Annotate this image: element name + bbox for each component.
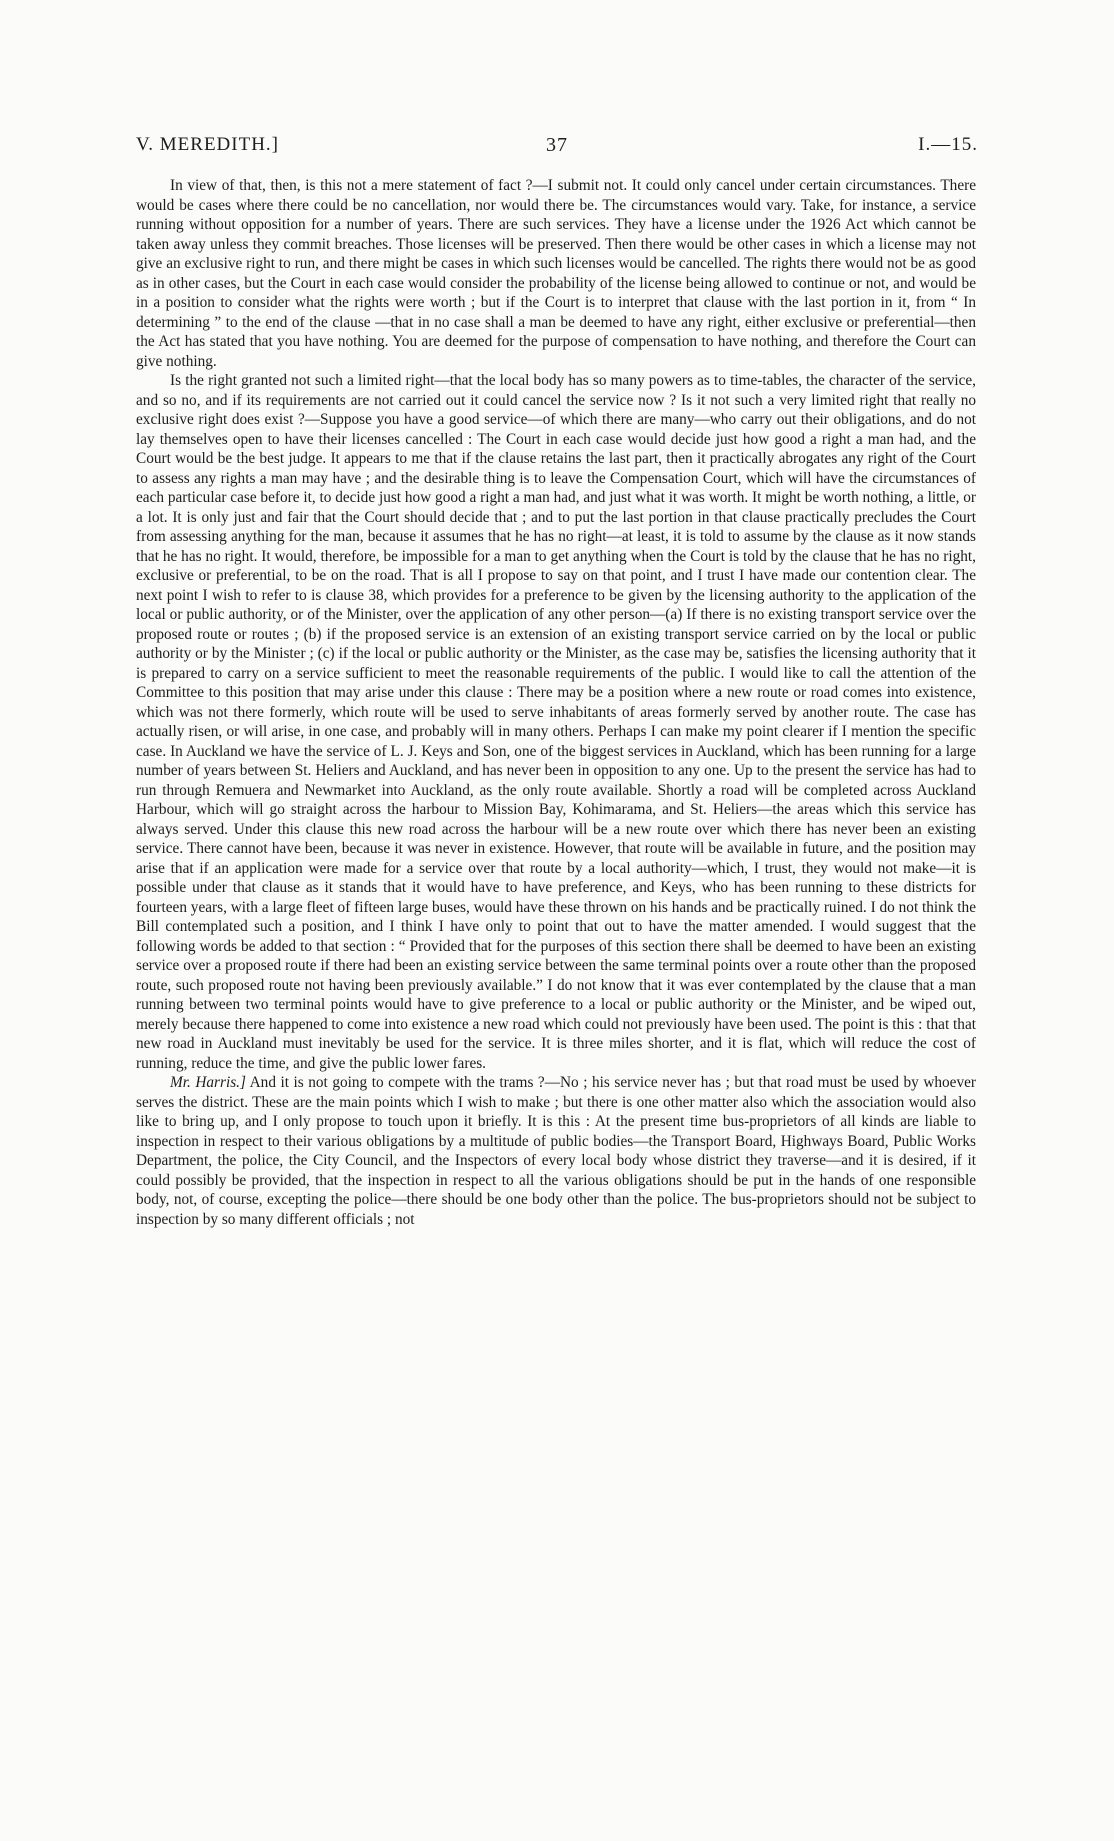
paragraph <box>136 371 976 1073</box>
page-number: 37 <box>546 134 568 156</box>
page-header <box>136 134 978 164</box>
document-body <box>136 176 976 1229</box>
paragraph <box>136 1073 976 1229</box>
paragraph-text: And it is not going to compete with the trams ?—No ; his service never has ; but that road must be used by whoever serves the district. These are the main points which I wish to make ; but there is one other matter also which the association would also like to bring up, and I only propose to touch upon it briefly. It is this : At the present time bus-proprietors of all kinds are liable to inspection in respect to their various obligations by a multitude of public bodies—the Transport Board, Highways Board, Public Works Department, the police, the City Council, and the Inspectors of every local body whose district they traverse—and it is desired, if it could possibly be provided, that the inspection in respect to all the various obligations should be put in the hands of one responsible body, not, of course, excepting the police—there should be one body other than the police. The bus-proprietors should not be subject to inspection by so many different officials ; not <box>136 1074 976 1228</box>
paragraph-text: Is the right granted not such a limited right—that the local body has so many powers as to time-tables, the character of the service, and so no, and if its requirements are not carried out it could cancel the service now ? Is it not such a very limited right that really no exclusive right does exist ?—Suppose you have a good service—of which there are many—who carry out their obligations, and do not lay themselves open to have their licenses cancelled : The Court in each case would decide just how good a right a man had, and the Court would be the best judge. It appears to me that if the clause retains the last part, then it practically abrogates any right of the Court to assess any rights a man may have ; and the desirable thing is to leave the Compensation Court, which will have the circumstances of each particular case before it, to decide just how good a right a man had, and just what it was worth. It might be worth nothing, a little, or a lot. It is only just and fair that the Court should decide that ; and to put the last portion in that clause practically precludes the Court from assessing anything for the man, because it assumes that he has no right—at least, it is told to assume by the clause as it now stands that he has no right. It would, therefore, be impossible for a man to get anything when the Court is told by the clause that he has no right, exclusive or preferential, to be on the road. That is all I propose to say on that point, and I trust I have made our contention clear. The next point I wish to refer to is clause 38, which provides for a preference to be given by the licensing authority to the application of the local or public authority, or of the Minister, over the application of any other person—(a) If there is no existing transport service over the proposed route or routes ; (b) if the proposed service is an extension of an existing transport service carried on by the local or public authority or by the Minister ; (c) if the local or public authority or the Minister, as the case may be, satisfies the licensing authority that it is prepared to carry on a service sufficient to meet the reasonable requirements of the public. I would like to call the attention of the Committee to this position that may arise under this clause : There may be a position where a new route or road comes into existence, which was not there formerly, which route will be used to serve inhabitants of areas formerly served by another route. The case has actually risen, or will arise, in one case, and probably will in many others. Perhaps I can make my point clearer if I mention the specific case. In Auckland we have the service of L. J. Keys and Son, one of the biggest services in Auckland, which has been running for a large number of years between St. Heliers and Auckland, and has never been in opposition to any one. Up to the present the service has had to run through Remuera and Newmarket into Auckland, as the only route available. Shortly a road will be completed across Auckland Harbour, which will go straight across the harbour to Mission Bay, Kohimarama, and St. Heliers—the areas which this service has always served. Under this clause this new road across the harbour will be a new route over which there has never been an existing service. There cannot have been, because it was never in existence. However, that route will be available in future, and the position may arise that if an application were made for a service over that route by a local authority—which, I trust, they would not make—it is possible under that clause as it stands that it would have to have preference, and Keys, who has been running to these districts for fourteen years, with a large fleet of fifteen large buses, would have these thrown on his hands and be practically ruined. I do not think the Bill contemplated such a position, and I think I have only to point that out to have the matter amended. I would suggest that the following words be added to that section : “ Provided that for the purposes of this section there shall be deemed to have been an existing service over a proposed route if there had been an existing service between the same terminal points over a route other than the proposed route, such proposed route not having been previously available.” I do not know that it was ever contemplated by the clause that a man running between two terminal points would have to give preference to a local or public authority or the Minister, and be wiped out, merely because there happened to come into existence a new road which could not previously have been used. The point is this : that that new road in Auckland must inevitably be used for the service. It is three miles shorter, and it is flat, which will reduce the cost of running, reduce the time, and give the public lower fares. <box>136 372 976 1072</box>
document-reference: I.—15. <box>918 134 978 155</box>
witness-name: V. MEREDITH.] <box>136 134 280 155</box>
paragraph <box>136 176 976 371</box>
speaker-label: Mr. Harris.] <box>170 1074 246 1091</box>
paragraph-text: In view of that, then, is this not a mere statement of fact ?—I submit not. It could only cancel under certain circumstances. There would be cases where there could be no cancellation, nor would there be. The circumstances would vary. Take, for instance, a service running without opposition for a number of years. There are such services. They have a license under the 1926 Act which cannot be taken away unless they commit breaches. Those licenses will be preserved. Then there would be other cases in which a license may not give an exclusive right to run, and there might be cases in which such licenses would be cancelled. The rights there would not be as good as in other cases, but the Court in each case would consider the probability of the license being allowed to continue or not, and would be in a position to consider what the rights were worth ; but if the Court is to interpret that clause with the last portion in it, from “ In determining ” to the end of the clause —that in no case shall a man be deemed to have any right, either exclusive or preferential—then the Act has stated that you have nothing. You are deemed for the purpose of compensation to have nothing, and therefore the Court can give nothing. <box>136 177 976 370</box>
